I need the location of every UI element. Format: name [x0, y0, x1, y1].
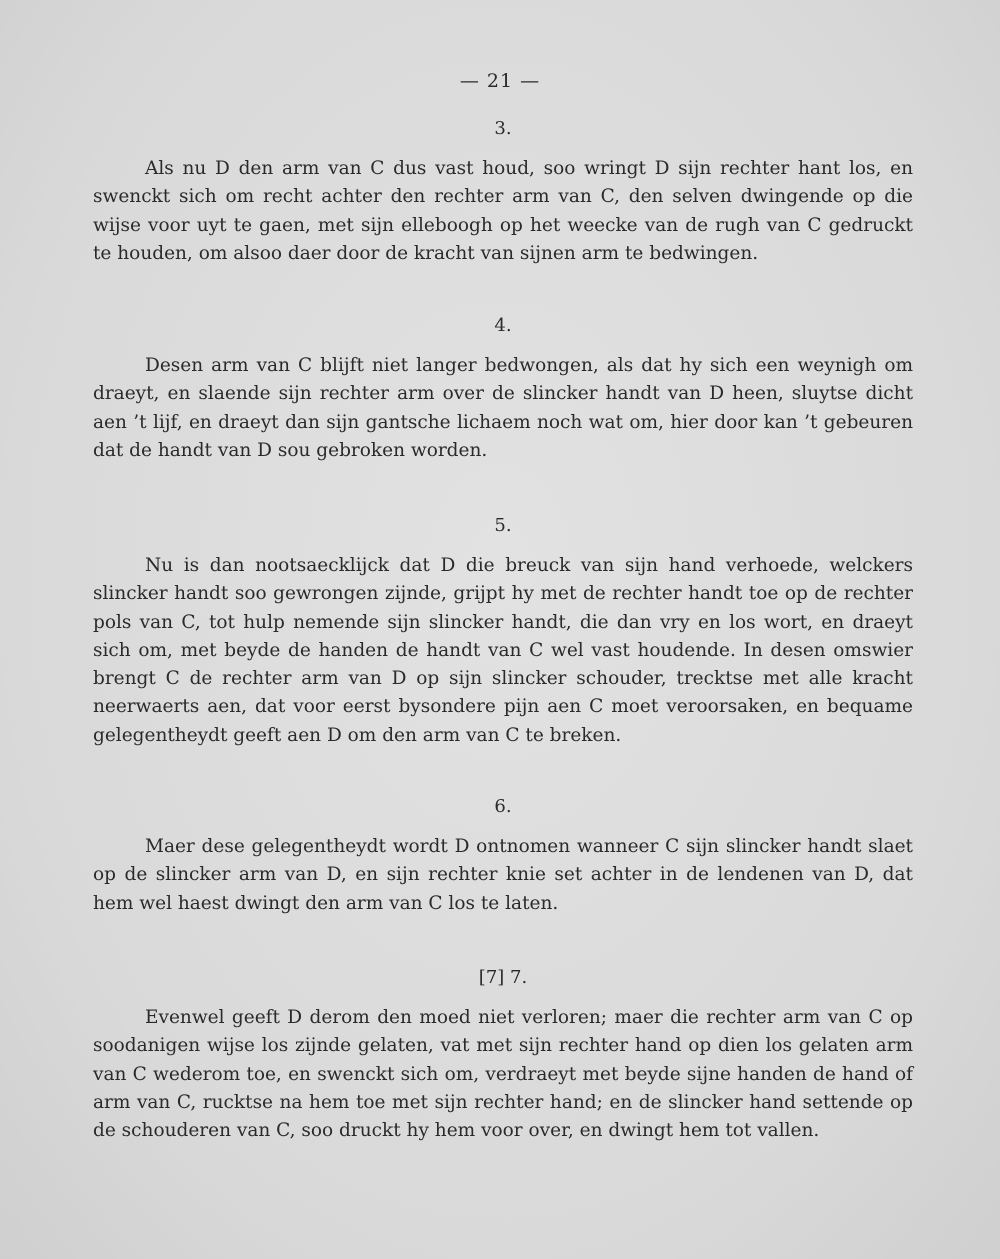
section-number: 6. [494, 796, 512, 817]
section-paragraph: Desen arm van C blijft niet langer bedwongen, als dat hy sich een weynigh om draeyt, en slaende sijn rechter arm over de slincker handt van D heen, sluytse dicht aen ’t lijf, en draeyt dan sijn gantsche lichaem noch wat om, hier door kan ’t gebeuren dat de handt van D sou gebroken worden. [93, 355, 913, 461]
section-number: 3. [494, 118, 512, 139]
section-number: 5. [494, 515, 512, 536]
section-number: [7] 7. [478, 967, 528, 988]
section-6 [93, 796, 913, 918]
section-3 [93, 118, 913, 268]
section-paragraph: Nu is dan nootsaecklijck dat D die breuck van sijn hand verhoede, welckers slincker handt soo gewrongen zijnde, grijpt hy met de rechter handt toe op de rechter pols van C, tot hulp nemende sijn slincker handt, die dan vry en los wort, en draeyt sich om, met beyde de handen de handt van C wel vast houdende. In desen omswier brengt C de rechter arm van D op sijn slincker schouder, trecktse met alle kracht neerwaerts aen, dat voor eerst bysondere pijn aen C moet veroorsaken, en bequame gelegentheydt geeft aen D om den arm van C te breken. [93, 555, 913, 746]
section-paragraph: Evenwel geeft D derom den moed niet verloren; maer die rechter arm van C op soodanigen wijse los zijnde gelaten, vat met sijn rechter hand op dien los gelaten arm van C wederom toe, en swenckt sich om, verdraeyt met beyde sijne handen de hand of arm van C, rucktse na hem toe met sijn rechter hand; en de slincker hand settende op de schouderen van C, soo druckt hy hem voor over, en dwingt hem tot vallen. [93, 1007, 913, 1142]
section-4 [93, 315, 913, 465]
section-number: 4. [494, 315, 512, 336]
section-7 [93, 967, 913, 1145]
section-5 [93, 515, 913, 750]
page-number: — 21 — [459, 70, 541, 92]
section-paragraph: Als nu D den arm van C dus vast houd, soo wringt D sijn rechter hant los, en swenckt sich om recht achter den rechter arm van C, den selven dwingende op die wijse voor uyt te gaen, met sijn elleboogh op het weecke van de rugh van C gedruckt te houden, om alsoo daer door de kracht van sijnen arm te bedwingen. [93, 158, 913, 264]
section-paragraph: Maer dese gelegentheydt wordt D ontnomen wanneer C sijn slincker handt slaet op de slincker arm van D, en sijn rechter knie set achter in de lendenen van D, dat hem wel haest dwingt den arm van C los te laten. [93, 836, 913, 914]
